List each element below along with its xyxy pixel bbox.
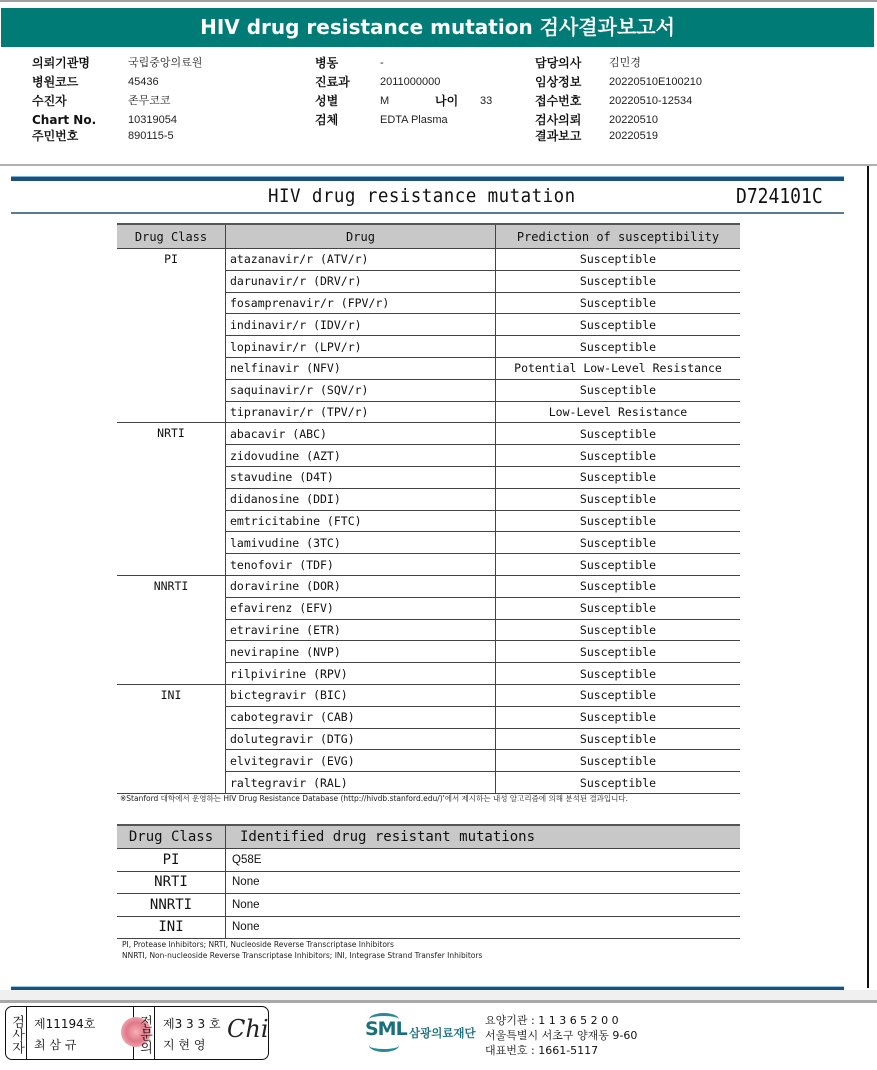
info-value: 20220510E100210 — [609, 76, 702, 88]
prediction-cell: Susceptible — [496, 554, 741, 576]
drug-cell: etravirine (ETR) — [226, 619, 496, 641]
drug-cell: nevirapine (NVP) — [226, 641, 496, 663]
prediction-cell: Susceptible — [496, 597, 741, 619]
drug-cell: bictegravir (BIC) — [226, 684, 496, 706]
prediction-cell: Susceptible — [496, 510, 741, 532]
info-value: 45436 — [128, 76, 159, 88]
info-value: 20220510 — [609, 114, 658, 126]
drug-cell: didanosine (DDI) — [226, 488, 496, 510]
prediction-cell: Susceptible — [496, 532, 741, 554]
drug-class-cell: INI — [117, 684, 226, 793]
table-header-row — [117, 224, 740, 249]
prediction-cell: Susceptible — [496, 772, 741, 794]
address-line: 요양기관 : 1 1 3 6 5 2 0 0 — [485, 1014, 619, 1027]
info-label: 검체 — [315, 113, 339, 127]
drug-class-cell: PI — [117, 249, 226, 423]
signature-box — [5, 1006, 269, 1060]
report-code: D724101C — [736, 184, 823, 208]
specialist-license: 제3 3 3 호 — [163, 1017, 221, 1031]
drug-cell: elvitegravir (EVG) — [226, 750, 496, 772]
specialist-label: 전문의 — [137, 1014, 152, 1054]
info-label: 병동 — [315, 56, 339, 70]
col-header-mutations: Identified drug resistant mutations — [226, 825, 741, 849]
abbreviation-line: PI, Protease Inhibitors; NRTI, Nucleoside Reverse Transcriptase Inhibitors — [122, 940, 394, 949]
specialist-name: 지 현 영 — [163, 1038, 206, 1052]
info-label: Chart No. — [32, 113, 97, 127]
susceptibility-table — [117, 223, 740, 794]
table-row — [117, 575, 740, 597]
document-title: HIV drug resistance mutation 검사결과보고서 — [1, 8, 874, 47]
drug-cell: saquinavir/r (SQV/r) — [226, 379, 496, 401]
report-title-underline — [11, 212, 844, 214]
prediction-cell: Susceptible — [496, 270, 741, 292]
drug-cell: indinavir/r (IDV/r) — [226, 314, 496, 336]
drug-cell: lamivudine (3TC) — [226, 532, 496, 554]
drug-cell: atazanavir/r (ATV/r) — [226, 249, 496, 271]
prediction-cell: Susceptible — [496, 314, 741, 336]
col-header-prediction: Prediction of susceptibility — [496, 224, 741, 249]
prediction-cell: Susceptible — [496, 379, 741, 401]
examiner-label: 검사자 — [9, 1014, 24, 1054]
prediction-cell: Susceptible — [496, 750, 741, 772]
drug-cell: zidovudine (AZT) — [226, 445, 496, 467]
mutation-cell: None — [226, 894, 741, 917]
prediction-cell: Susceptible — [496, 445, 741, 467]
drug-cell: raltegravir (RAL) — [226, 772, 496, 794]
mutation-cell: None — [226, 916, 741, 939]
prediction-cell: Susceptible — [496, 336, 741, 358]
top-border — [0, 0, 877, 2]
drug-class-cell: PI — [117, 849, 226, 872]
info-label: 결과보고 — [535, 129, 582, 143]
drug-cell: rilpivirine (RPV) — [226, 663, 496, 685]
drug-cell: cabotegravir (CAB) — [226, 706, 496, 728]
col-header-drug-class: Drug Class — [117, 825, 226, 849]
prediction-cell: Low-Level Resistance — [496, 401, 741, 423]
logo-arc-icon — [369, 1039, 399, 1052]
mutation-cell: None — [226, 871, 741, 894]
info-value: 20220510-12534 — [609, 95, 693, 107]
drug-cell: dolutegravir (DTG) — [226, 728, 496, 750]
info-value: 국립중앙의료원 — [128, 57, 203, 69]
drug-class-cell: NRTI — [117, 423, 226, 576]
abbreviation-legend — [122, 939, 482, 961]
prediction-cell: Susceptible — [496, 619, 741, 641]
prediction-cell: Susceptible — [496, 663, 741, 685]
table-row — [117, 249, 740, 271]
info-label: 수진자 — [32, 94, 67, 108]
mutation-cell: Q58E — [226, 849, 741, 872]
table-row — [117, 684, 740, 706]
info-value: M — [380, 95, 390, 107]
drug-cell: stavudine (D4T) — [226, 466, 496, 488]
examiner-license: 제11194호 — [34, 1017, 96, 1031]
table-row — [117, 849, 740, 872]
org-name: 삼광의료재단 — [409, 1026, 476, 1040]
drug-cell: fosamprenavir/r (FPV/r) — [226, 292, 496, 314]
info-label: 의뢰기관명 — [32, 56, 90, 70]
database-note: ※Stanford 대학에서 운영하는 HIV Drug Resistance Database (http://hivdb.stanford.edu/)'에서 제시하는 내성 알고리즘에 의해 분석된 결과입니다. — [120, 794, 629, 803]
address-line: 대표번호 : 1661-5117 — [485, 1044, 599, 1057]
info-value: - — [380, 57, 384, 69]
signature-icon: Chi — [227, 1015, 269, 1043]
prediction-cell: Susceptible — [496, 488, 741, 510]
prediction-cell: Susceptible — [496, 423, 741, 445]
drug-cell: nelfinavir (NFV) — [226, 357, 496, 379]
info-label: 검사의뢰 — [535, 113, 582, 127]
footer-divider — [0, 1000, 877, 1003]
table-row — [117, 423, 740, 445]
info-value: 2011000000 — [380, 76, 441, 88]
col-header-drug-class: Drug Class — [117, 224, 226, 249]
examiner-name: 최 삼 규 — [34, 1038, 77, 1052]
drug-class-cell: INI — [117, 916, 226, 939]
table-header-row — [117, 825, 740, 849]
info-label: 임상정보 — [535, 75, 582, 89]
specialist-label-cell — [134, 1007, 155, 1059]
specialist-cell — [155, 1007, 267, 1059]
drug-cell: doravirine (DOR) — [226, 575, 496, 597]
info-value: EDTA Plasma — [380, 114, 448, 126]
drug-cell: darunavir/r (DRV/r) — [226, 270, 496, 292]
drug-class-cell: NRTI — [117, 871, 226, 894]
prediction-cell: Susceptible — [496, 249, 741, 271]
logo-text: SML — [365, 1018, 407, 1040]
info-label: 접수번호 — [535, 94, 582, 108]
prediction-cell: Susceptible — [496, 466, 741, 488]
table-row — [117, 871, 740, 894]
drug-cell: tenofovir (TDF) — [226, 554, 496, 576]
drug-class-cell: NNRTI — [117, 894, 226, 917]
address-line: 서울특별시 서초구 양재동 9-60 — [485, 1029, 638, 1042]
report-top-bar — [11, 176, 844, 181]
info-value: 존무코코 — [128, 95, 171, 107]
prediction-cell: Susceptible — [496, 684, 741, 706]
mutation-table — [117, 824, 740, 939]
info-label: 담당의사 — [535, 56, 582, 70]
prediction-cell: Susceptible — [496, 575, 741, 597]
info-value: 20220519 — [609, 130, 658, 142]
page-edge — [867, 166, 869, 988]
info-value: 김민경 — [609, 57, 641, 69]
info-label: 성별 — [315, 94, 339, 108]
table-row — [117, 916, 740, 939]
prediction-cell: Susceptible — [496, 728, 741, 750]
drug-cell: lopinavir/r (LPV/r) — [226, 336, 496, 358]
col-header-drug: Drug — [226, 224, 496, 249]
drug-class-cell: NNRTI — [117, 575, 226, 684]
drug-cell: emtricitabine (FTC) — [226, 510, 496, 532]
section-divider — [0, 164, 877, 166]
abbreviation-line: NNRTI, Non-nucleoside Reverse Transcriptase Inhibitors; INI, Integrase Strand Transfer Inhibitors — [122, 951, 483, 960]
age-value: 33 — [480, 95, 493, 107]
prediction-cell: Susceptible — [496, 292, 741, 314]
info-value: 890115-5 — [128, 130, 174, 142]
info-label: 진료과 — [315, 75, 350, 89]
examiner-label-cell — [6, 1007, 27, 1059]
info-label: 주민번호 — [32, 129, 79, 143]
drug-cell: efavirenz (EFV) — [226, 597, 496, 619]
info-value: 10319054 — [128, 114, 177, 126]
info-label: 병원코드 — [32, 75, 79, 89]
examiner-cell — [26, 1007, 134, 1059]
prediction-cell: Susceptible — [496, 641, 741, 663]
age-label: 나이 — [435, 94, 459, 108]
table-row — [117, 894, 740, 917]
report-title: HIV drug resistance mutation — [268, 185, 576, 207]
drug-cell: abacavir (ABC) — [226, 423, 496, 445]
prediction-cell: Potential Low-Level Resistance — [496, 357, 741, 379]
drug-cell: tipranavir/r (TPV/r) — [226, 401, 496, 423]
prediction-cell: Susceptible — [496, 706, 741, 728]
org-address — [485, 1013, 637, 1058]
